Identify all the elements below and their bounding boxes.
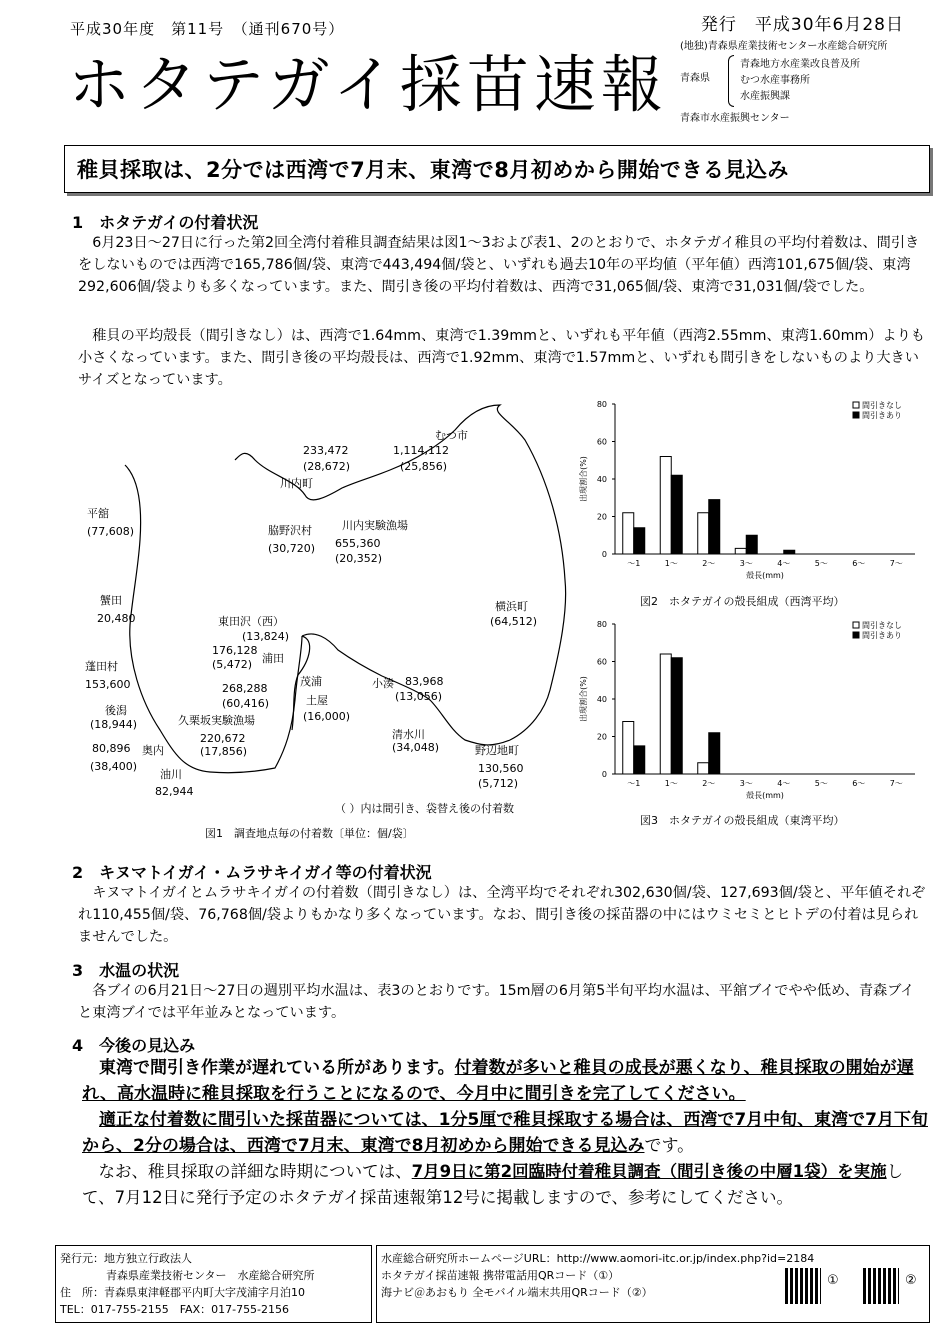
y-tick-label: 0 [601, 550, 607, 559]
footer-l2: 青森県産業技術センター 水産総合研究所 [106, 1269, 315, 1282]
pt-yomogita: 蓬田村 [85, 660, 118, 673]
legend-label: 間引きあり [862, 411, 902, 420]
x-tick-label: 4～ [777, 559, 791, 568]
bar-thinned [671, 475, 682, 554]
s4-c2: 7月9日に第2回臨時付着稚貝調査（間引き後の中層1袋）を実施 [411, 1162, 887, 1181]
qr-code-1[interactable] [785, 1268, 821, 1304]
x-tick-label: 4～ [777, 779, 791, 788]
legend-swatch [853, 402, 859, 408]
pt-higashitazawa-sub: (13,824) [242, 630, 290, 643]
s4-b2: です。 [644, 1136, 695, 1156]
pt-ushirogata: 後潟 [105, 704, 127, 717]
section-2-para: キヌマトイガイとムラサキイガイの付着数（間引きなし）は、全湾平均でそれぞれ302,630個/袋、127,693個/袋と、平年値それぞれ110,455個/袋、76,768個/袋よりもかなり多くなっています。なお、間引き後の採苗器の中にはウミセミとヒトデの付着は見られませんでした。 [78, 885, 926, 945]
bar-unthinned [623, 722, 634, 775]
pt-moura-val: 268,288 [222, 682, 268, 695]
pt-kawauchi-exp-val: 655,360 [335, 537, 381, 550]
s4-c3: して、7月12日に発行予定のホタテガイ採苗速報第12号に掲載しますので、参考にしてください。 [82, 1162, 904, 1207]
legend-label: 間引きなし [862, 621, 902, 630]
pt-kawauchi-exp-sub: (20,352) [335, 552, 383, 565]
pt-tairadate: 平舘 [87, 507, 109, 520]
section-3-title: 3 水温の状況 [72, 961, 180, 980]
map-note: （ ）内は間引き、袋替え後の付着数 [335, 802, 515, 815]
y-tick-label: 80 [596, 400, 607, 409]
pt-noheji-sub: (5,712) [478, 777, 519, 790]
pt-noheji-val: 130,560 [478, 762, 524, 775]
s4-a2: 付着数が多いと稚貝の成長が悪くなり、稚貝採取の開始が遅れ、高水温時に稚貝採取を行うことになるので、今月中に間引きを完了してください。 [82, 1058, 914, 1104]
legend-swatch [853, 622, 859, 628]
footer-publisher [55, 1245, 372, 1323]
chart-svg [570, 392, 930, 592]
pt-tsuchiya: 土屋 [306, 694, 328, 707]
pref-label: 青森県 [680, 73, 710, 84]
pt-yokohama-sub: (64,512) [490, 615, 538, 628]
legend-swatch [853, 412, 859, 418]
pt-wakinosawa: 脇野沢村 [268, 524, 312, 537]
x-tick-label: 6～ [852, 559, 866, 568]
qr-1-mark: ① [827, 1273, 839, 1288]
org-bracket [728, 55, 734, 107]
chart-west [570, 392, 930, 607]
pt-mutsu-sub: (25,856) [400, 460, 448, 473]
bar-thinned [634, 528, 645, 554]
page-title: ホタテガイ採苗速報 [68, 48, 668, 121]
pt-wakinosawa-sub: (30,720) [268, 542, 316, 555]
bar-thinned [634, 746, 645, 774]
pt-kominato-val: 83,968 [405, 675, 444, 688]
pt-okunai: 奥内 [142, 744, 164, 757]
y-axis-label: 出現割合(%) [579, 676, 588, 722]
y-tick-label: 40 [596, 695, 607, 704]
y-tick-label: 20 [596, 512, 607, 522]
chart-svg [570, 612, 930, 812]
s4-a1: 東湾で間引き作業が遅れている所があります。 [99, 1058, 455, 1078]
footer-l1: 発行元：地方独立行政法人 [60, 1252, 192, 1265]
x-tick-label: 7～ [889, 559, 903, 568]
org-fukyujo: 青森地方水産業改良普及所 [740, 59, 860, 70]
qr-mobile-label: ホタテガイ採苗速報 携帯電話用QRコード（①） [381, 1269, 620, 1282]
section-4-para-2 [82, 1107, 930, 1159]
publisher-org: (地独)青森県産業技術センター水産総合研究所 [680, 41, 888, 52]
y-tick-label: 40 [596, 475, 607, 484]
pt-kominato: 小湊 [372, 677, 394, 690]
x-tick-label: 5～ [814, 779, 828, 788]
bar-unthinned [698, 763, 709, 774]
publish-date: 発行 平成30年6月28日 [700, 15, 904, 35]
pt-shimizugawa: 清水川 [392, 728, 425, 741]
x-tick-label: ～1 [627, 779, 641, 788]
footer-links [376, 1245, 930, 1323]
x-tick-label: 1～ [664, 779, 678, 788]
x-axis-label: 殻長(mm) [746, 791, 784, 800]
pt-kanita: 蟹田 [100, 594, 122, 607]
y-tick-label: 20 [596, 732, 607, 742]
legend-label: 間引きあり [862, 631, 902, 640]
section-3-para: 各ブイの6月21日～27日の週別平均水温は、表3のとおりです。15m層の6月第5半旬平均水温は、平舘ブイでやや低め、青森ブイと東湾ブイでは平年並みとなっています。 [78, 983, 915, 1021]
org-mutsu: むつ水産事務所 [740, 75, 810, 86]
bar-unthinned [623, 513, 634, 554]
bar-thinned [709, 500, 720, 554]
y-tick-label: 60 [596, 657, 607, 667]
map-caption: 図1 調査地点毎の付着数〔単位：個/袋〕 [205, 827, 414, 840]
pt-tairadate-sub: (77,608) [87, 525, 135, 538]
chart-east [570, 612, 930, 827]
s4-c1: なお、稚貝採取の詳細な時期については、 [98, 1162, 412, 1181]
pt-higashitazawa: 東田沢（西） [218, 615, 284, 628]
y-tick-label: 80 [596, 620, 607, 629]
pt-kominato-sub: (13,056) [395, 690, 443, 703]
bar-unthinned [660, 457, 671, 555]
pt-yokohama: 横浜町 [495, 600, 528, 613]
pt-urata-sub: (5,472) [212, 658, 253, 671]
pt-mutsu-val: 1,114,112 [393, 444, 449, 457]
legend-swatch [853, 632, 859, 638]
bar-unthinned [660, 654, 671, 774]
bar-thinned [784, 550, 795, 554]
pt-kugurizaka-val: 220,672 [200, 732, 246, 745]
section-1-para-1: 6月23日～27日に行った第2回全湾付着稚貝調査結果は図1～3および表1、2のとおりで、ホタテガイ稚貝の平均付着数は、間引きをしないものでは西湾で165,786個/袋、東湾で443,494個/袋と、いずれも過去10年の平均値（平年値）西湾101,675個/袋、東湾292,606個/袋よりも多くなっています。また、間引き後の平均付着数は、西湾で31,065個/袋、東湾で31,031個/袋でした。 [78, 235, 920, 295]
bar-thinned [709, 733, 720, 774]
pt-kugurizaka-sub: (17,856) [200, 745, 248, 758]
chart-west-caption: 図2 ホタテガイの殻長組成（西湾平均） [640, 595, 845, 608]
issue-number: 平成30年度 第11号 （通刊670号） [70, 20, 345, 38]
x-tick-label: 3～ [739, 779, 753, 788]
footer-l3: 住 所：青森県東津軽郡平内町大字茂浦字月泊10 [60, 1286, 305, 1299]
x-tick-label: 5～ [814, 559, 828, 568]
x-tick-label: ～1 [627, 559, 641, 568]
pt-kawauchimachi-val: 233,472 [303, 444, 349, 457]
x-tick-label: 3～ [739, 559, 753, 568]
section-1-para-2: 稚貝の平均殻長（間引きなし）は、西湾で1.64mm、東湾で1.39mmと、いずれも平年値（西湾2.55mm、東湾1.60mm）よりも小さくなっています。また、間引き後の平均殻長は、西湾で1.92mm、東湾で1.57mmと、いずれも間引きをしないものより大きいサイズとなっています。 [78, 328, 925, 388]
y-tick-label: 60 [596, 437, 607, 447]
y-axis-label: 出現割合(%) [579, 456, 588, 502]
org-suisan: 水産振興課 [740, 91, 790, 102]
chart-east-caption: 図3 ホタテガイの殻長組成（東湾平均） [640, 814, 845, 827]
x-axis-label: 殻長(mm) [746, 571, 784, 580]
qr-code-2[interactable] [863, 1268, 899, 1304]
pt-ushirogata-sub: (18,944) [90, 718, 138, 731]
headline-box: 稚貝採取は、2分では西湾で7月末、東湾で8月初めから開始できる見込み [64, 145, 930, 193]
pt-noheji: 野辺地町 [475, 744, 519, 757]
pt-moura-sub: (60,416) [222, 697, 270, 710]
pt-kanita-val: 20,480 [97, 612, 136, 625]
section-2-title: 2 キヌマトイガイ・ムラサキイガイ等の付着状況 [72, 863, 432, 882]
pt-mutsu: むつ市 [435, 429, 468, 442]
pt-aburakawa-val: 82,944 [155, 785, 194, 798]
section-4-para-1 [82, 1055, 930, 1107]
x-tick-label: 2～ [702, 779, 716, 788]
footer-l4: TEL：017-755-2155 FAX：017-755-2156 [60, 1303, 290, 1316]
y-tick-label: 0 [601, 770, 607, 779]
pt-okunai-sub: (38,400) [90, 760, 138, 773]
bar-thinned [746, 535, 757, 554]
pt-tsuchiya-sub: (16,000) [303, 710, 351, 723]
x-tick-label: 1～ [664, 559, 678, 568]
pt-aburakawa: 油川 [160, 768, 182, 781]
pt-kawauchi-exp: 川内実験漁場 [342, 519, 408, 532]
section-4-title: 4 今後の見込み [72, 1036, 196, 1055]
homepage-url[interactable]: 水産総合研究所ホームページURL：http://www.aomori-itc.or.jp/index.php?id=2184 [381, 1252, 815, 1265]
x-tick-label: 2～ [702, 559, 716, 568]
pt-urata-val: 176,128 [212, 644, 258, 657]
section-4-para-3 [82, 1159, 930, 1211]
pt-kawauchimachi: 川内町 [280, 477, 313, 490]
survey-map [70, 400, 590, 840]
bar-thinned [671, 658, 682, 774]
x-tick-label: 7～ [889, 779, 903, 788]
pt-kugurizaka: 久栗坂実験漁場 [178, 714, 255, 727]
pt-kawauchimachi-sub: (28,672) [303, 460, 351, 473]
qr-2-mark: ② [905, 1273, 917, 1288]
s4-b1: 適正な付着数に間引いた採苗器については、1分5厘で稚貝採取する場合は、西湾で7月中旬、東湾で7月下旬から、2分の場合は、西湾で7月末、東湾で8月初めから開始できる見込み [82, 1110, 928, 1156]
org-aomori-city: 青森市水産振興センター [680, 113, 790, 124]
qr-uminavi-label: 海ナビ＠あおもり 全モバイル端末共用QRコード（②） [381, 1286, 653, 1299]
pt-yomogita-val: 153,600 [85, 678, 131, 691]
pt-shimizugawa-sub: (34,048) [392, 741, 440, 754]
pt-moura: 茂浦 [300, 675, 322, 688]
bar-unthinned [735, 548, 746, 554]
pt-urata: 浦田 [262, 652, 284, 665]
pt-okunai-val: 80,896 [92, 742, 131, 755]
legend-label: 間引きなし [862, 401, 902, 410]
bar-unthinned [698, 513, 709, 554]
x-tick-label: 6～ [852, 779, 866, 788]
section-1-title: 1 ホタテガイの付着状況 [72, 213, 259, 232]
